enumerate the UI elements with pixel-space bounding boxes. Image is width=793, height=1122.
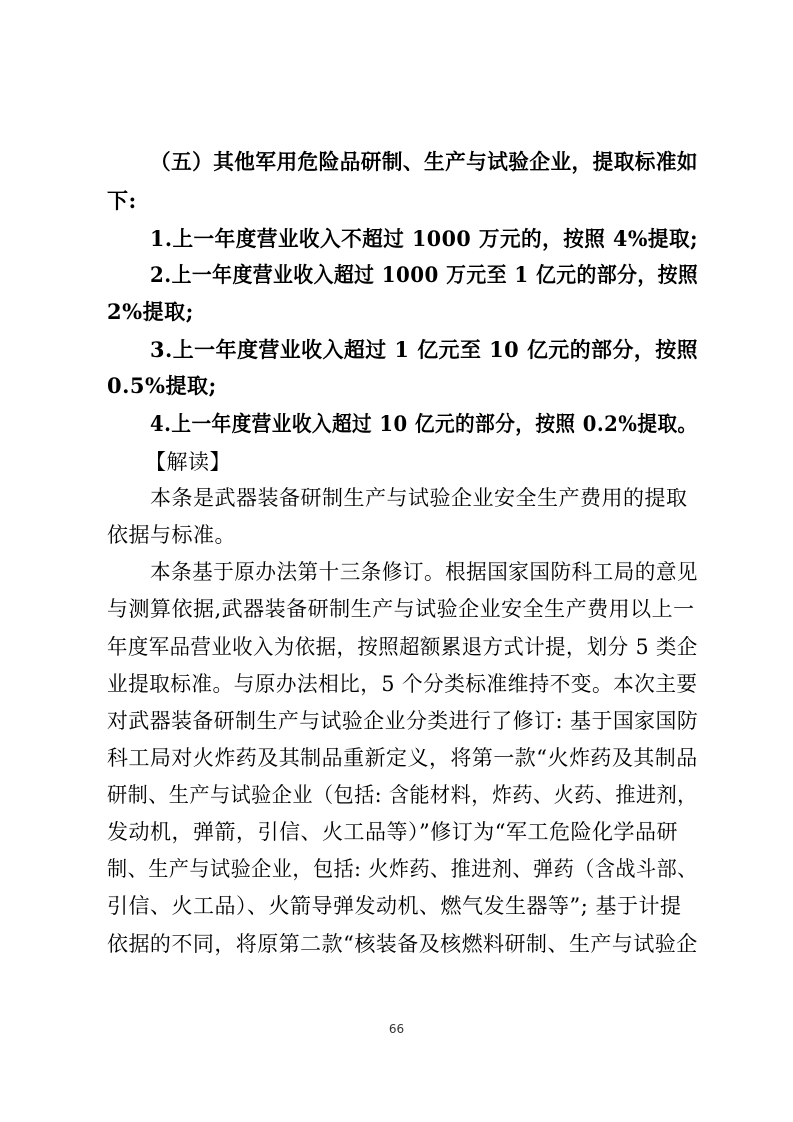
text-line: 发动机，弹箭，引信、火工品等）”修订为“军工危险化学品研 xyxy=(107,820,678,844)
text-line: 业提取标准。与原办法相比，5 个分类标准维持不变。本次主要 xyxy=(107,672,698,696)
text-line: 与测算依据,武器装备研制生产与试验企业安全生产费用以上一 xyxy=(107,597,695,621)
text-line: 依据的不同，将原第二款“核装备及核燃料研制、生产与试验企 xyxy=(107,932,698,956)
text-line: 2%提取; xyxy=(107,299,194,324)
text-line: 3.上一年度营业收入超过 1 亿元至 10 亿元的部分，按照 xyxy=(150,337,699,362)
text-line: 0.5%提取; xyxy=(107,373,217,398)
text-line: 引信、火工品）、火箭导弹发动机、燃气发生器等”; 基于计提 xyxy=(107,894,682,918)
text-line: 科工局对火炸药及其制品重新定义，将第一款“火炸药及其制品 xyxy=(107,746,698,770)
text-line: 4.上一年度营业收入超过 10 亿元的部分，按照 0.2%提取。 xyxy=(150,411,698,436)
text-line: 制、生产与试验企业，包括: 火炸药、推进剂、弹药（含战斗部、 xyxy=(107,857,698,881)
page-number: 66 xyxy=(388,1022,405,1036)
text-line: 对武器装备研制生产与试验企业分类进行了修订: 基于国家国防 xyxy=(107,709,699,733)
text-line: 本条是武器装备研制生产与试验企业安全生产费用的提取 xyxy=(150,486,688,510)
text-line: 依据与标准。 xyxy=(107,523,236,547)
text-line: 下: xyxy=(107,188,137,213)
text-line: 年度军品营业收入为依据，按照超额累退方式计提，划分 5 类企 xyxy=(107,635,698,659)
text-line: 研制、生产与试验企业（包括: 含能材料，炸药、火药、推进剂， xyxy=(107,783,698,807)
text-line: 本条基于原办法第十三条修订。根据国家国防科工局的意见 xyxy=(150,560,698,584)
text-line: （五）其他军用危险品研制、生产与试验企业，提取标准如 xyxy=(150,149,698,174)
section-heading: 【解读】 xyxy=(145,450,231,474)
text-line: 1.上一年度营业收入不超过 1000 万元的，按照 4%提取; xyxy=(150,226,699,251)
text-line: 2.上一年度营业收入超过 1000 万元至 1 亿元的部分，按照 xyxy=(150,262,699,287)
